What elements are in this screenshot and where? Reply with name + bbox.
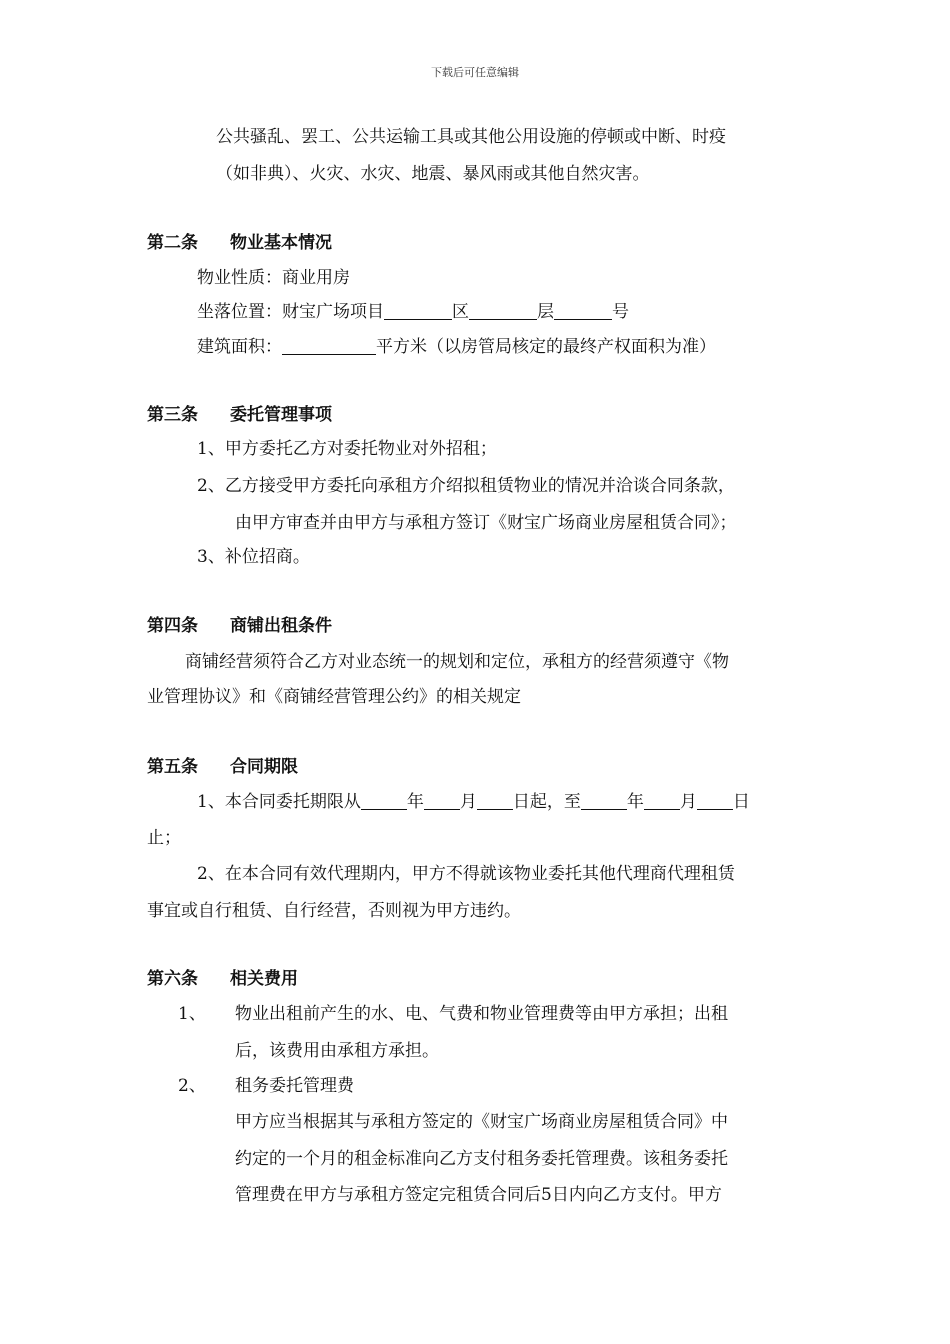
blank-start-day[interactable] — [477, 793, 513, 810]
list-item: 1、甲方委托乙方对委托物业对外招租； — [197, 439, 497, 459]
list-item: 2、乙方接受甲方委托向承租方介绍拟租赁物业的情况并洽谈合同条款， — [197, 476, 735, 496]
article-title: 物业基本情况 — [230, 233, 332, 253]
paragraph-line: 管理费在甲方与承租方签定完租赁合同后5日内向乙方支付。甲方 — [235, 1185, 722, 1205]
list-number: 1、 — [178, 1004, 206, 1024]
intro-line-2: （如非典）、火灾、水灾、地震、暴风雨或其他自然灾害。 — [216, 164, 650, 184]
building-area: 建筑面积： 平方米（以房管局核定的最终产权面积为准） — [197, 337, 716, 357]
article-number: 第六条 — [147, 969, 198, 989]
article-number: 第五条 — [147, 757, 198, 777]
list-item: 租务委托管理费 — [235, 1076, 354, 1096]
blank-end-day[interactable] — [697, 793, 733, 810]
article-2-heading — [147, 232, 332, 254]
paragraph-line: 商铺经营须符合乙方对业态统一的规划和定位，承租方的经营须遵守《物 — [185, 652, 729, 672]
article-3-heading — [147, 404, 332, 426]
paragraph-line: 2、在本合同有效代理期内，甲方不得就该物业委托其他代理商代理租赁 — [197, 864, 735, 884]
article-title: 相关费用 — [230, 969, 298, 989]
page-header: 下载后可任意编辑 — [431, 66, 519, 79]
intro-line-1: 公共骚乱、罢工、公共运输工具或其他公用设施的停顿或中断、时疫 — [216, 127, 726, 147]
article-number: 第三条 — [147, 405, 198, 425]
property-location: 坐落位置：财宝广场项目 区 层 号 — [197, 302, 629, 322]
list-item: 3、补位招商。 — [197, 547, 310, 567]
blank-number[interactable] — [554, 303, 612, 320]
article-4-heading — [147, 615, 332, 637]
list-item-continuation: 后，该费用由承租方承担。 — [235, 1041, 439, 1061]
term-line-end: 止； — [147, 828, 181, 848]
article-number: 第二条 — [147, 233, 198, 253]
list-number: 2、 — [178, 1076, 206, 1096]
article-number: 第四条 — [147, 616, 198, 636]
article-6-heading — [147, 968, 298, 990]
paragraph-line: 业管理协议》和《商铺经营管理公约》的相关规定 — [147, 687, 521, 707]
blank-area[interactable] — [282, 338, 376, 355]
blank-floor[interactable] — [469, 303, 537, 320]
paragraph-line: 甲方应当根据其与承租方签定的《财宝广场商业房屋租赁合同》中 — [235, 1112, 728, 1132]
article-title: 商铺出租条件 — [230, 616, 332, 636]
term-line: 1、本合同委托期限从 年 月 日起，至 年 月 日 — [197, 792, 750, 812]
blank-start-month[interactable] — [424, 793, 460, 810]
article-title: 委托管理事项 — [230, 405, 332, 425]
article-5-heading — [147, 756, 298, 778]
blank-start-year[interactable] — [361, 793, 407, 810]
paragraph-line: 事宜或自行租赁、自行经营，否则视为甲方违约。 — [147, 901, 521, 921]
property-nature: 物业性质：商业用房 — [197, 268, 350, 288]
list-item-continuation: 由甲方审查并由甲方与承租方签订《财宝广场商业房屋租赁合同》； — [235, 513, 737, 533]
blank-end-month[interactable] — [644, 793, 680, 810]
blank-zone[interactable] — [384, 303, 452, 320]
blank-end-year[interactable] — [581, 793, 627, 810]
paragraph-line: 约定的一个月的租金标准向乙方支付租务委托管理费。该租务委托 — [235, 1149, 728, 1169]
list-item: 物业出租前产生的水、电、气费和物业管理费等由甲方承担；出租 — [235, 1004, 728, 1024]
article-title: 合同期限 — [230, 757, 298, 777]
